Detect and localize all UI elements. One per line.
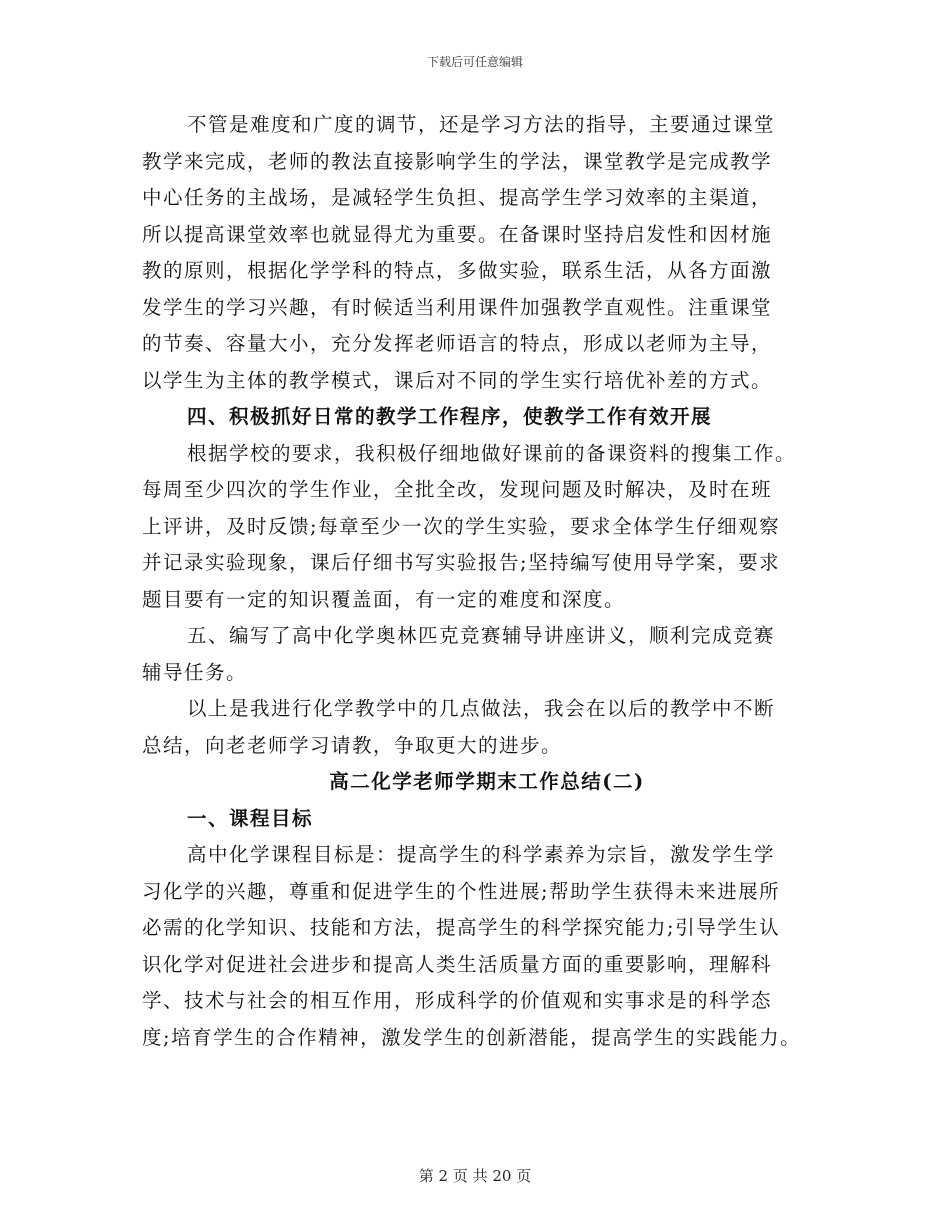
paragraph-line: 辅导任务。 [142,660,248,684]
paragraph-line: 度;培育学生的合作精神，激发学生的创新潜能，提高学生的实践能力。 [142,1025,802,1049]
paragraph-line: 总结，向老老师学习请教，争取更大的进步。 [142,733,563,757]
paragraph-line: 教学来完成，老师的教法直接影响学生的学法，课堂教学是完成教学 [142,149,773,173]
section-heading-1: 一、课程目标 [187,806,314,830]
paragraph-line: 并记录实验现象，课后仔细书写实验报告;坚持编写使用导学案，要求 [142,551,781,574]
paragraph-line: 上评讲，及时反馈;每章至少一次的学生实验，要求全体学生仔细观察 [142,514,781,538]
paragraph-line: 以上是我进行化学教学中的几点做法，我会在以后的教学中不断 [187,697,776,720]
paragraph-line: 中心任务的主战场，是减轻学生负担、提高学生学习效率的主渠道， [142,186,773,209]
page-header-note: 下载后可任意编辑 [426,55,523,69]
paragraph-line: 习化学的兴趣，尊重和促进学生的个性进展;帮助学生获得未来进展所 [142,879,781,903]
section-title: 高二化学老师学期末工作总结(二) [329,770,645,793]
page-number: 第 2 页 共 20 页 [418,1167,532,1185]
paragraph-line: 必需的化学知识、技能和方法，提高学生的科学探究能力;引导学生认 [142,916,781,939]
paragraph-line: 发学生的学习兴趣，有时候适当利用课件加强教学直观性。注重课堂 [142,295,773,319]
paragraph-line: 所以提高课堂效率也就显得尤为重要。在备课时坚持启发性和因材施 [142,222,773,246]
paragraph-line: 以学生为主体的教学模式，课后对不同的学生实行培优补差的方式。 [142,368,773,392]
paragraph-line: 教的原则，根据化学学科的特点，多做实验，联系生活，从各方面激 [142,259,773,282]
paragraph-line: 每周至少四次的学生作业，全批全改，发现问题及时解决，及时在班 [142,478,773,501]
paragraph-line: 根据学校的要求，我积极仔细地做好课前的备课资料的搜集工作。 [187,441,797,465]
paragraph-line: 五、编写了高中化学奥林匹克竞赛辅导讲座讲义，顺利完成竞赛 [187,624,776,647]
section-heading-4: 四、积极抓好日常的教学工作程序，使教学工作有效开展 [187,405,713,428]
paragraph-line: 题目要有一定的知识覆盖面，有一定的难度和深度。 [142,587,626,611]
document-body [142,107,812,1056]
paragraph-line: 学、技术与社会的相互作用，形成科学的价值观和实事求是的科学态 [142,989,773,1012]
paragraph-line: 的节奏、容量大小，充分发挥老师语言的特点，形成以老师为主导， [142,332,773,355]
paragraph-line: 不管是难度和广度的调节，还是学习方法的指导，主要通过课堂 [187,113,776,136]
paragraph-line: 高中化学课程目标是：提高学生的科学素养为宗旨，激发学生学 [187,843,776,866]
paragraph-line: 识化学对促进社会进步和提高人类生活质量方面的重要影响，理解科 [142,952,773,976]
